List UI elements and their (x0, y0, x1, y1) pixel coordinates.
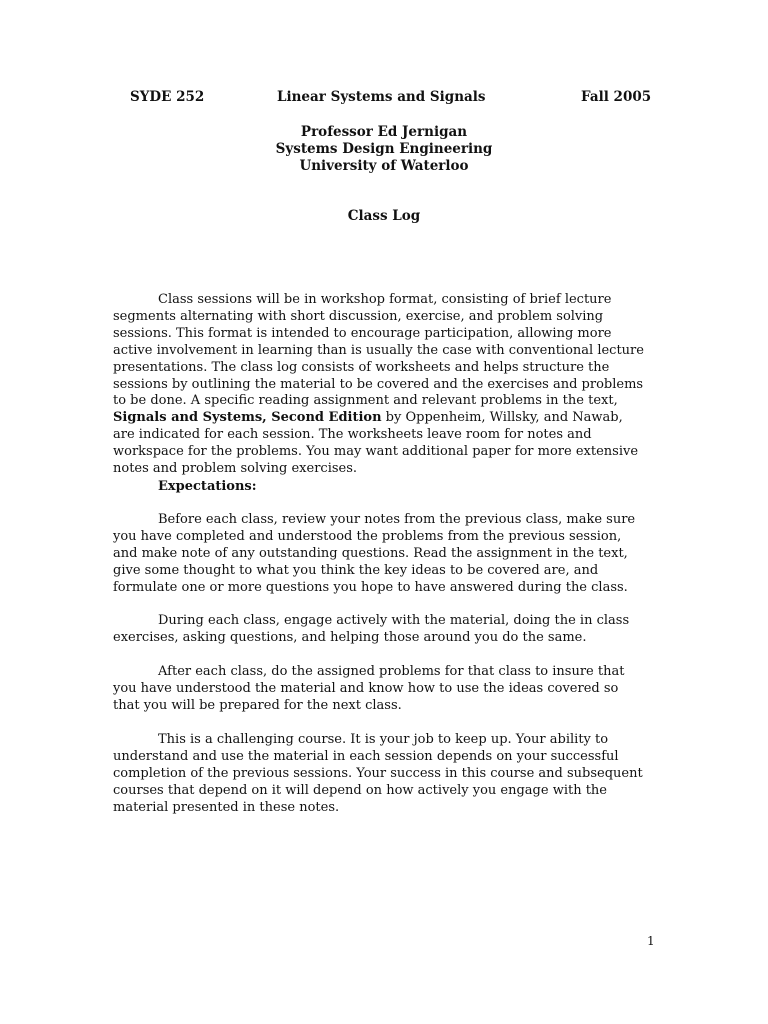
after-class-paragraph (113, 664, 645, 715)
challenge-paragraph (113, 732, 645, 817)
course-title: Linear Systems and Signals (277, 89, 486, 105)
intro-paragraph (113, 292, 645, 478)
before-class-paragraph (113, 512, 645, 597)
intro-text-part1: Class sessions will be in workshop format, consisting of brief lecture segments alternating with short discussion, exercise, and problem solving sessions. This format is intended to encourage participation, allowing more active involvement in learning than is usually the case with conventional lecture presentations. The class log consists of worksheets and helps structure the sessions by outlining the material to be covered and the exercises and problems to be done. A specific reading assignment and relevant problems in the text, (113, 292, 644, 409)
document-title: Class Log (347, 208, 421, 224)
before-class-text: Before each class, review your notes from the previous class, make sure you have completed and understood the problems from the previous session, and make note of any outstanding questions. Read the assignment in the text, give some thought to what you think the key ideas to be covered are, and formulate one or more questions you hope to have answered during the class. (113, 512, 636, 595)
university-name: University of Waterloo (299, 158, 469, 174)
department-name: Systems Design Engineering (275, 141, 493, 157)
textbook-title: Signals and Systems, Second Edition (113, 410, 382, 426)
after-class-text: After each class, do the assigned problems for that class to insure that you have understood the material and know how to use the ideas covered so that you will be prepared for the next class. (113, 664, 625, 713)
course-header (0, 89, 768, 109)
instructor-block (0, 124, 768, 175)
instructor-name: Professor Ed Jernigan (300, 124, 468, 140)
course-code: SYDE 252 (130, 89, 205, 105)
course-term: Fall 2005 (581, 89, 652, 105)
during-class-paragraph (113, 613, 645, 647)
expectations-heading: Expectations: (158, 479, 257, 494)
page-number: 1 (647, 934, 655, 948)
intro-text-part2: by Oppenheim, Willsky, and Nawab, are indicated for each session. The worksheets leave room for notes and workspace for the problems. You may want additional paper for more extensive notes and problem solving exercises. (113, 410, 639, 477)
during-class-text: During each class, engage actively with the material, doing the in class exercises, asking questions, and helping those around you do the same. (113, 613, 630, 645)
challenge-text: This is a challenging course. It is your job to keep up. Your ability to understand and use the material in each session depends on your successful completion of the previous sessions. Your success in this course and subsequent courses that depend on it will depend on how actively you engage with the material presented in these notes. (113, 732, 643, 815)
